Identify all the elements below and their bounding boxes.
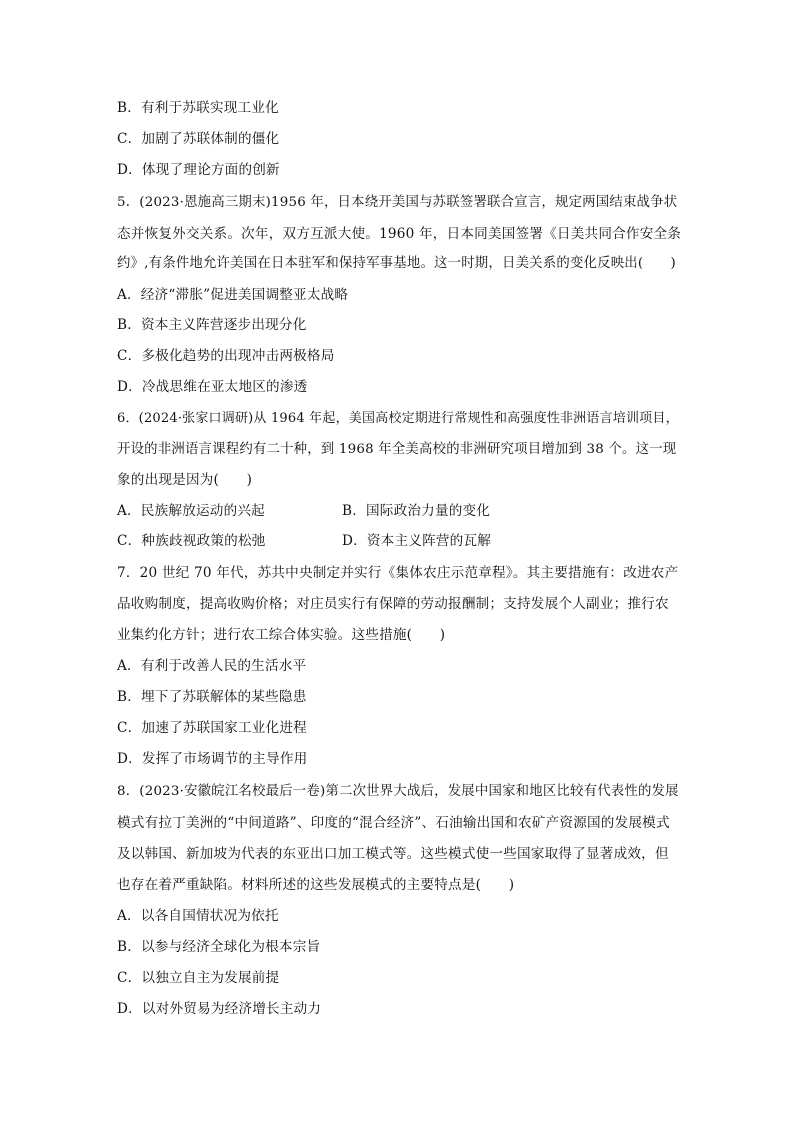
q7-option-a[interactable]: A．有利于改善人民的生活水平 xyxy=(117,658,307,674)
q6-stem-line-2: 开设的非洲语言课程约有二十种，到 1968 年全美高校的非洲研究项目增加到 38 个。这一现 xyxy=(117,442,677,457)
q7-option-c[interactable]: C．加速了苏联国家工业化进程 xyxy=(117,720,307,736)
q5-stem-line-1: 5．(2023·恩施高三期末)1956 年，日本绕开美国与苏联签署联合宣言，规定两国结束战争状 xyxy=(117,195,678,210)
q5-option-c[interactable]: C．多极化趋势的出现冲击两极格局 xyxy=(117,348,335,364)
q8-stem-line-4: 也存在着严重缺陷。材料所述的这些发展模式的主要特点是( ) xyxy=(117,877,515,893)
q6-option-c[interactable]: C．种族歧视政策的松弛 xyxy=(117,533,266,549)
q7-stem-line-1: 7．20 世纪 70 年代，苏共中央制定并实行《集体农庄示范章程》。其主要措施有：改进农产 xyxy=(117,565,679,581)
q8-stem-line-3: 及以韩国、新加坡为代表的东亚出口加工模式等。这些模式使一些国家取得了显著成效，但 xyxy=(117,846,669,862)
q6-option-a[interactable]: A．民族解放运动的兴起 xyxy=(117,503,265,519)
q8-option-a[interactable]: A．以各自国情状况为依托 xyxy=(117,908,279,924)
q8-stem-line-2: 模式有拉丁美洲的“中间道路”、印度的“混合经济”、石油输出国和农矿产资源国的发展模式 xyxy=(117,815,670,831)
q6-stem-line-1: 6．(2024·张家口调研)从 1964 年起，美国高校定期进行常规性和高强度性非洲语言培训项目， xyxy=(117,411,679,426)
q7-option-d[interactable]: D．发挥了市场调节的主导作用 xyxy=(117,751,308,767)
q6-option-d[interactable]: D．资本主义阵营的瓦解 xyxy=(342,533,492,549)
q4-option-c[interactable]: C．加剧了苏联体制的僵化 xyxy=(117,131,280,147)
q4-option-d[interactable]: D．体现了理论方面的创新 xyxy=(117,162,280,178)
q5-stem-line-2: 态并恢复外交关系。次年，双方互派大使。1960 年，日本同美国签署《日美共同合作安全条 xyxy=(117,226,682,242)
q7-stem-line-3: 业集约化方针；进行农工综合体实验。这些措施( ) xyxy=(117,627,446,643)
q5-option-a[interactable]: A．经济“滞胀”促进美国调整亚太战略 xyxy=(117,287,349,303)
q6-option-b[interactable]: B．国际政治力量的变化 xyxy=(342,503,491,519)
q8-stem-line-1: 8．(2023·安徽皖江名校最后一卷)第二次世界大战后，发展中国家和地区比较有代表性的发展 xyxy=(117,784,679,799)
q7-option-b[interactable]: B．埋下了苏联解体的某些隐患 xyxy=(117,689,307,705)
q5-stem-line-3: 约》,有条件地允许美国在日本驻军和保持军事基地。这一时期，日美关系的变化反映出( ) xyxy=(117,256,676,271)
q8-option-c[interactable]: C．以独立自主为发展前提 xyxy=(117,970,280,986)
q7-stem-line-2: 品收购制度，提高收购价格；对庄员实行有保障的劳动报酬制；支持发展个人副业；推行农 xyxy=(117,596,669,612)
q5-option-b[interactable]: B．资本主义阵营逐步出现分化 xyxy=(117,317,307,333)
q4-option-b[interactable]: B．有利于苏联实现工业化 xyxy=(117,100,279,116)
q8-option-d[interactable]: D．以对外贸易为经济增长主动力 xyxy=(117,1001,322,1017)
q6-stem-line-3: 象的出现是因为( ) xyxy=(117,472,253,488)
q5-option-d[interactable]: D．冷战思维在亚太地区的渗透 xyxy=(117,379,308,395)
q8-option-b[interactable]: B．以参与经济全球化为根本宗旨 xyxy=(117,939,321,955)
